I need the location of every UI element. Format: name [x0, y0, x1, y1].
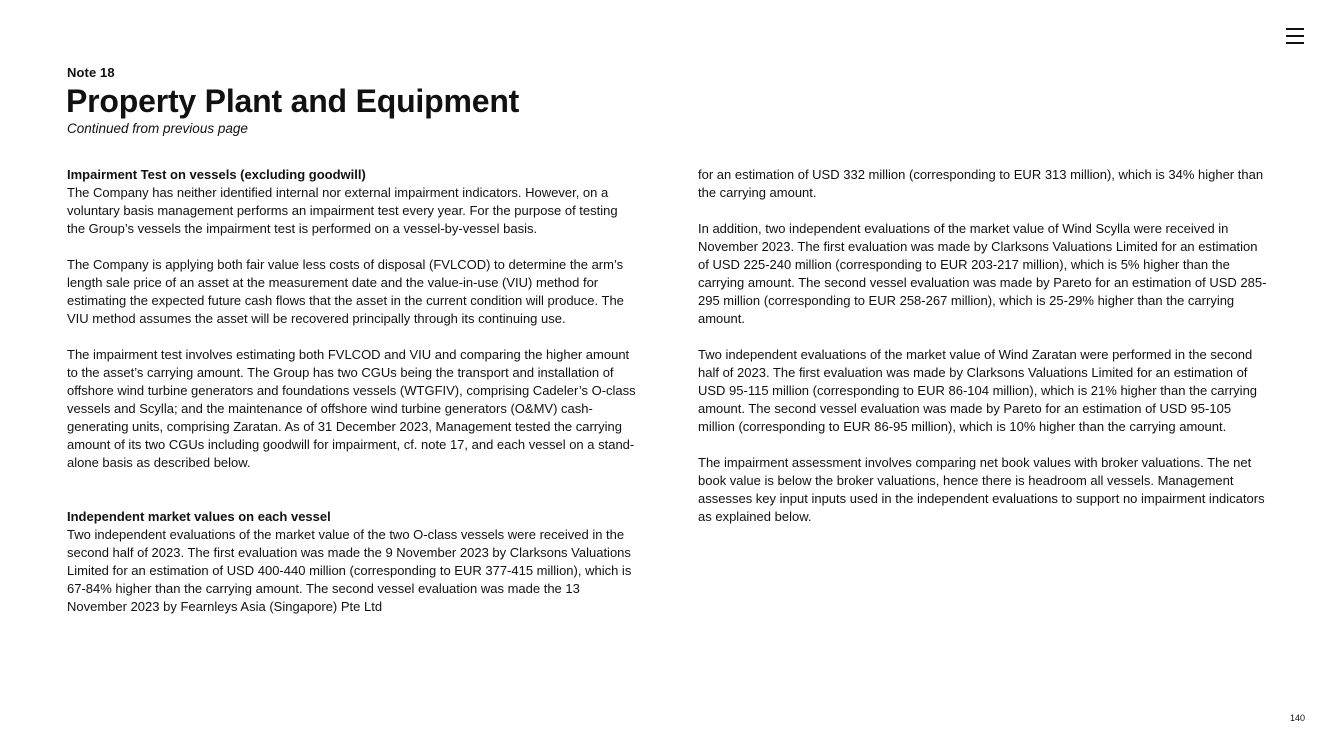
section-heading-impairment-test: Impairment Test on vessels (excluding goodwill) — [67, 167, 366, 182]
page-subtitle: Continued from previous page — [67, 121, 248, 136]
note-label: Note 18 — [67, 65, 115, 80]
page-title: Property Plant and Equipment — [66, 83, 520, 119]
page-number: 140 — [1290, 713, 1306, 723]
paragraph: The Company is applying both fair value less costs of disposal (FVLCOD) to determine the arm’s length sale price of an asset at the measurement date and the value-in-use (VIU) method for estimating the expected future cash flows that the asset in the current condition will produce. The VIU method assumes the asset will be recovered principally through its continuing use. — [67, 257, 624, 326]
paragraph: The Company has neither identified internal nor external impairment indicators. However, on a voluntary basis management performs an impairment test every year. For the purpose of testing the Group’s vessels the impairment test is performed on a vessel-by-vessel basis. — [67, 185, 618, 236]
paragraph: for an estimation of USD 332 million (corresponding to EUR 313 million), which is 34% higher than the carrying amount. — [698, 167, 1264, 200]
paragraph: The impairment test involves estimating both FVLCOD and VIU and comparing the higher amount to the asset’s carrying amount. The Group has two CGUs being the transport and installation of offshore wind turbine generators and foundations vessels (WTGFIV), comprising Cadeler’s O-class vessels and Scylla; and the maintenance of offshore wind turbine generators (O&MV) cash-generating units, comprising Zaratan. As of 31 December 2023, Management tested the carrying amount of its two CGUs including goodwill for impairment, cf. note 17, and each vessel on a stand-alone basis as described below. — [67, 347, 636, 470]
section-heading-independent-market-values: Independent market values on each vessel — [67, 509, 331, 524]
paragraph: Two independent evaluations of the market value of the two O-class vessels were received in the second half of 2023. The first evaluation was made the 9 November 2023 by Clarksons Valuations Limited for an estimation of USD 400-440 million (corresponding to EUR 377-415 million), which is 67-84% higher than the carrying amount. The second vessel evaluation was made the 13 November 2023 by Fearnleys Asia (Singapore) Pte Ltd — [67, 527, 632, 614]
paragraph: The impairment assessment involves comparing net book values with broker valuations. The net book value is below the broker valuations, hence there is headroom all vessels. Management assesses key input inputs used in the independent evaluations to support no impairment indicators as explained below. — [698, 455, 1265, 524]
hamburger-menu-icon[interactable] — [1284, 26, 1308, 46]
paragraph: In addition, two independent evaluations of the market value of Wind Scylla were received in November 2023. The first evaluation was made by Clarksons Valuations Limited for an estimation of USD 225-240 million (corresponding to EUR 203-217 million), which is 5% higher than the carrying amount. The second vessel evaluation was made by Pareto for an estimation of USD 285-295 million (corresponding to EUR 258-267 million), which is 25-29% higher than the carrying amount. — [698, 221, 1267, 326]
left-column — [67, 166, 639, 634]
paragraph: Two independent evaluations of the market value of Wind Zaratan were performed in the second half of 2023. The first evaluation was made by Clarksons Valuations Limited for an estimation of USD 95-115 million (corresponding to EUR 86-104 million), which is 21% higher than the carrying amount. The second vessel evaluation was made by Pareto for an estimation of USD 95-105 million (corresponding to EUR 86-95 million), which is 10% higher than the carrying amount. — [698, 347, 1258, 434]
right-column — [698, 166, 1270, 544]
